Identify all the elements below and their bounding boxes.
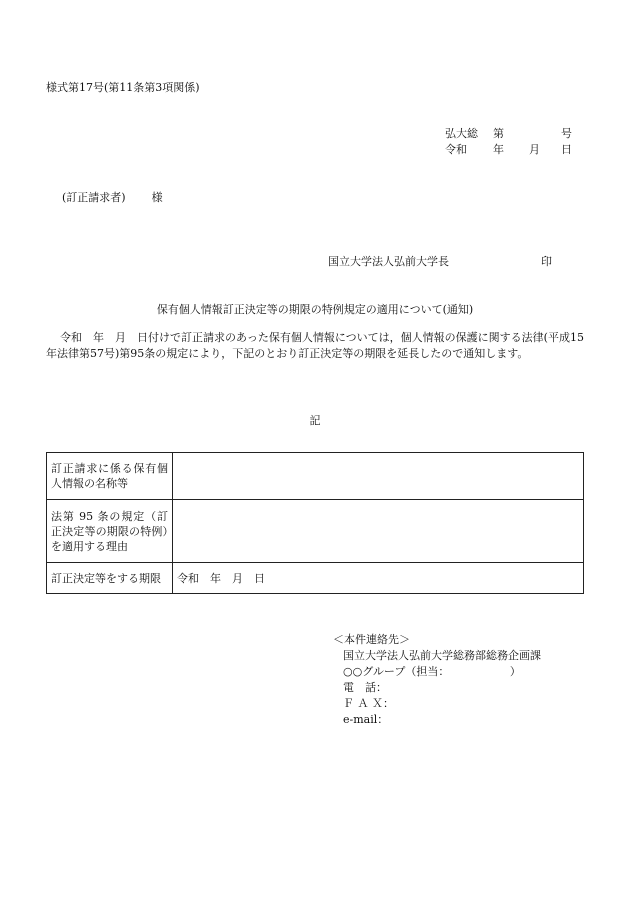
sender-name: 国立大学法人弘前大学長 <box>328 255 449 268</box>
reference-number-block <box>445 126 572 158</box>
form-number: 様式第17号(第11条第3項関係) <box>46 81 200 94</box>
row-value-reason <box>173 500 584 563</box>
reference-dai: 第 <box>493 127 504 140</box>
sender <box>328 255 552 269</box>
contact-department: 国立大学法人弘前大学総務部総務企画課 <box>343 649 541 662</box>
row-value-deadline: 令和 年 月 日 <box>173 563 584 594</box>
reference-org-prefix: 弘大総 <box>445 127 478 140</box>
addressee-name: (訂正請求者) <box>62 191 126 204</box>
row-value-info-name <box>173 453 584 500</box>
document-subject: 保有個人情報訂正決定等の期限の特例規定の適用について(通知) <box>156 303 474 316</box>
details-table <box>46 452 584 594</box>
table-row <box>47 453 584 500</box>
addressee-honorific: 様 <box>151 191 163 204</box>
contact-phone: 電 話： <box>343 681 387 694</box>
reference-day: 日 <box>561 143 572 156</box>
contact-block <box>333 632 541 728</box>
contact-heading: ＜本件連絡先＞ <box>333 633 410 646</box>
reference-era: 令和 <box>445 143 467 156</box>
reference-month: 月 <box>529 143 540 156</box>
contact-group: ○○グループ（担当： ） <box>343 665 521 678</box>
contact-fax: Ｆ Ａ Ｘ： <box>343 697 394 710</box>
reference-go: 号 <box>561 127 572 140</box>
table-row <box>47 500 584 563</box>
row-label-deadline: 訂正決定等をする期限 <box>47 563 173 594</box>
row-label-reason: 法第 95 条の規定（訂正決定等の期限の特例）を適用する理由 <box>47 500 173 563</box>
body-paragraph: 令和 年 月 日付けで訂正請求のあった保有個人情報については，個人情報の保護に関する法律(平成15年法律第57号)第95条の規定により，下記のとおり訂正決定等の期限を延長したので通知します。 <box>46 331 584 360</box>
row-label-info-name: 訂正請求に係る保有個人情報の名称等 <box>47 453 173 500</box>
table-row <box>47 563 584 594</box>
ki-heading: 記 <box>309 414 321 427</box>
addressee <box>62 191 163 205</box>
contact-email: e-mail： <box>343 713 389 726</box>
reference-year: 年 <box>493 143 504 156</box>
seal-mark: 印 <box>541 255 552 268</box>
